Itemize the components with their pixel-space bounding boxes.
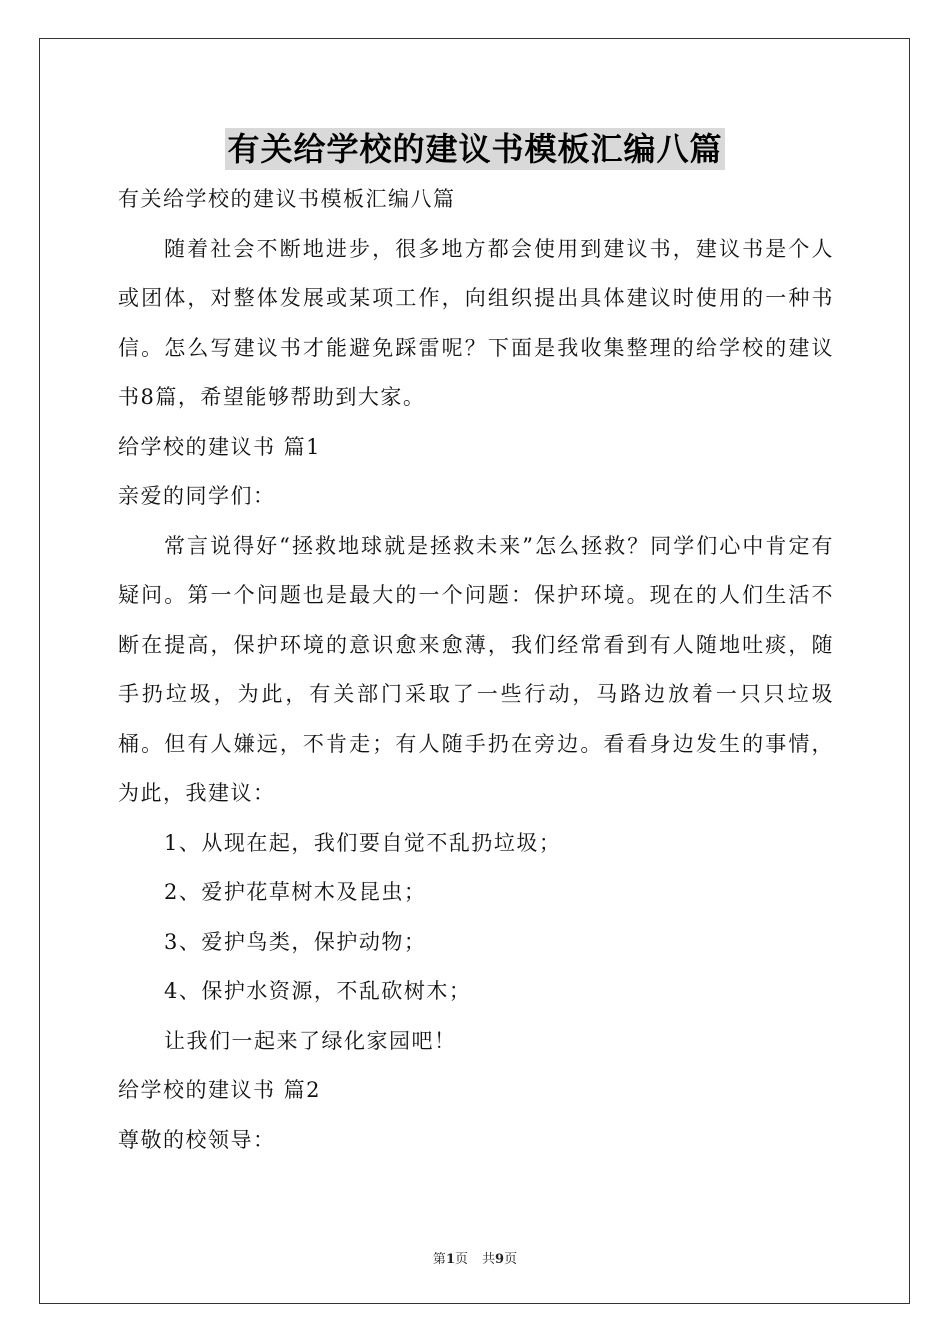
section-heading-2: 给学校的建议书 篇2 (118, 1078, 322, 1102)
document-title: 有关给学校的建议书模板汇编八篇 (227, 130, 723, 168)
list-item-1: 1、从现在起，我们要自觉不乱扔垃圾； (164, 830, 562, 855)
document-body (118, 175, 834, 1165)
list-item-4: 4、保护水资源，不乱砍树木； (164, 979, 472, 1003)
salutation-1: 亲爱的同学们： (118, 484, 276, 508)
subtitle-line: 有关给学校的建议书模板汇编八篇 (118, 187, 456, 211)
page-total: 9 (495, 1252, 505, 1267)
page-footer (0, 1248, 950, 1267)
section-heading-1: 给学校的建议书 篇1 (118, 434, 322, 459)
total-prefix: 共 (482, 1252, 496, 1267)
salutation-2: 尊敬的校领导： (118, 1127, 276, 1152)
closing-line-1: 让我们一起来了绿化家园吧！ (164, 1028, 457, 1053)
page-suffix: 页 (454, 1252, 468, 1267)
list-item-3: 3、爱护鸟类，保护动物； (164, 929, 427, 954)
list-item-2: 2、爱护花草树木及昆虫； (164, 880, 427, 904)
page-current: 1 (445, 1252, 455, 1267)
body-paragraph-1: 常言说得好“拯救地球就是拯救未来”怎么拯救？同学们心中肯定有疑问。第一个问题也是最大的一个问题：保护环境。现在的人们生活不断在提高，保护环境的意识愈来愈薄，我们经常看到有人随地吐痰，随手扔垃圾，为此，有关部门采取了一些行动，马路边放着一只只垃圾桶。但有人嫌远，不肯走；有人随手扔在旁边。看看身边发生的事情，为此，我建议： (118, 533, 834, 805)
page-prefix: 第 (432, 1252, 446, 1267)
intro-paragraph: 随着社会不断地进步，很多地方都会使用到建议书，建议书是个人或团体，对整体发展或某项工作，向组织提出具体建议时使用的一种书信。怎么写建议书才能避免踩雷呢？下面是我收集整理的给学校的建议书8篇，希望能够帮助到大家。 (118, 236, 834, 409)
title-container (0, 128, 950, 170)
total-suffix: 页 (504, 1252, 518, 1267)
